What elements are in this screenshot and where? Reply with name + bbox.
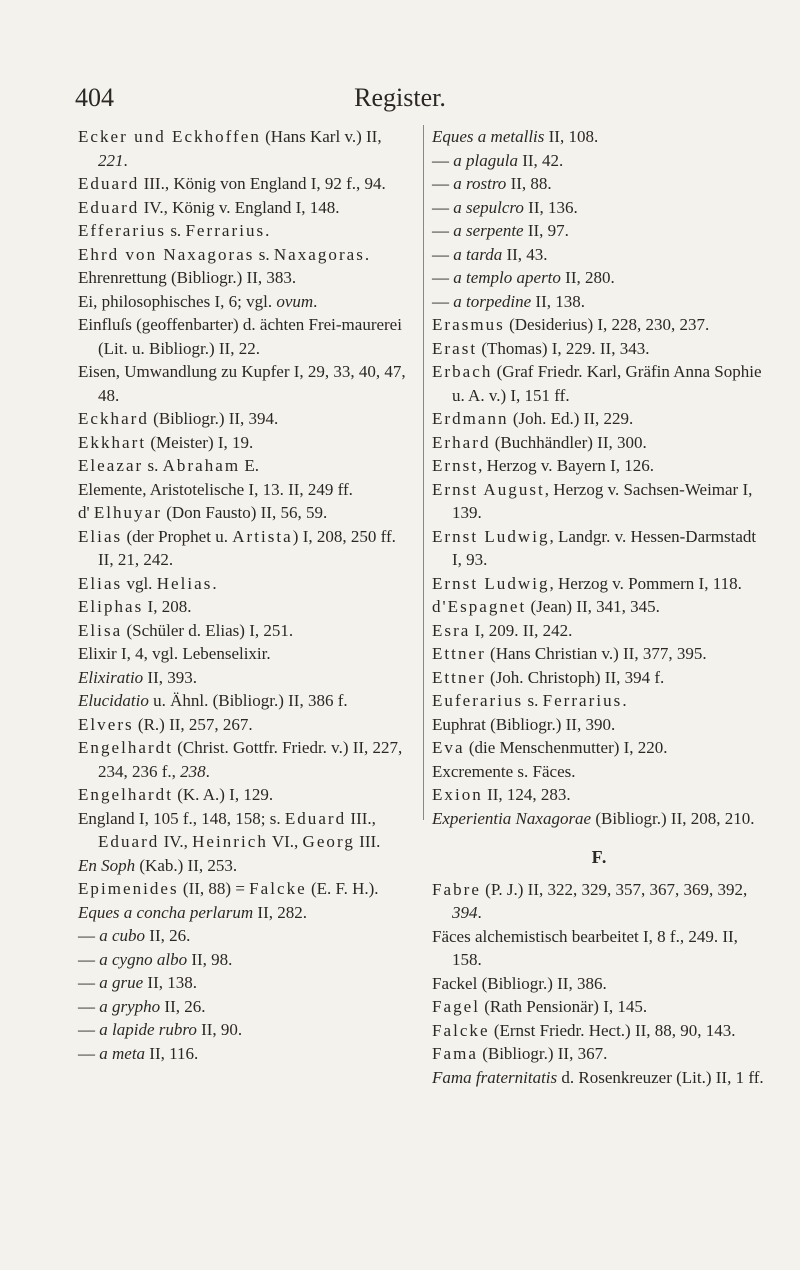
index-entry: Ehrenrettung (Bibliogr.) II, 383. (78, 268, 297, 287)
index-entry: Elemente, Aristotelische I, 13. II, 249 ff. (78, 479, 353, 499)
index-entry: d' Elhuyar (Don Fausto) II, 56, 59. (78, 503, 328, 522)
index-entry: Fama (Bibliogr.) II, 367. (432, 1044, 608, 1063)
left-column (78, 125, 410, 1065)
section-letter-f: F. (591, 847, 608, 867)
index-entry: Ernst August, Herzog v. Sachsen-Weimar I, 139. (432, 479, 753, 522)
index-entry: Eques a concha perlarum II, 282. (78, 902, 307, 922)
index-entry: — a grue II, 138. (78, 973, 197, 992)
index-entry: Ernst Ludwig, Landgr. v. Hessen-Darmstadt I, 93. (432, 526, 757, 569)
index-entry: Erasmus (Desiderius) I, 228, 230, 237. (432, 315, 710, 334)
right-column (432, 125, 767, 1089)
index-entry: Ettner (Joh. Christoph) II, 394 f. (432, 667, 665, 687)
index-entry: Eduard III., König von England I, 92 f., 94. (78, 174, 386, 193)
index-entry: — a meta II, 116. (78, 1043, 199, 1063)
index-entry: — a cygno albo II, 98. (78, 949, 233, 969)
index-entry: Eleazar s. Abraham E. (78, 456, 260, 475)
index-entry: Euphrat (Bibliogr.) II, 390. (432, 714, 616, 734)
index-entry: — a sepulcro II, 136. (432, 197, 578, 217)
index-entry: Fagel (Rath Pensionär) I, 145. (432, 997, 648, 1016)
index-entry: Elixiratio II, 393. (78, 667, 197, 687)
index-entry: Eva (die Menschenmutter) I, 220. (432, 738, 668, 757)
index-entry: Elvers (R.) II, 257, 267. (78, 714, 253, 734)
index-entry: Engelhardt (K. A.) I, 129. (78, 785, 274, 804)
index-entry: — a cubo II, 26. (78, 926, 191, 945)
index-entry: Elias vgl. Helias. (78, 573, 217, 593)
index-entry: Eduard IV., König v. England I, 148. (78, 197, 340, 217)
index-entry: Falcke (Ernst Friedr. Hect.) II, 88, 90, 143. (432, 1020, 736, 1040)
index-entry: Esra I, 209. II, 242. (432, 620, 573, 640)
index-entry: Fäces alchemistisch bearbeitet I, 8 f., 249. II, 158. (432, 926, 738, 969)
index-entry: — a lapide rubro II, 90. (78, 1020, 243, 1039)
index-entry: Erdmann (Joh. Ed.) II, 229. (432, 409, 634, 428)
index-entry: Erast (Thomas) I, 229. II, 343. (432, 338, 650, 358)
index-entry: Ekkhart (Meister) I, 19. (78, 432, 254, 452)
index-entry: Eques a metallis II, 108. (432, 127, 599, 146)
index-entry: Ecker und Eckhoffen (Hans Karl v.) II, 221. (78, 127, 382, 170)
index-entry: Elisa (Schüler d. Elias) I, 251. (78, 620, 294, 640)
index-entry: Excremente s. Fäces. (432, 761, 576, 781)
index-entry: Eliphas I, 208. (78, 597, 192, 616)
index-entry: Eisen, Umwandlung zu Kupfer I, 29, 33, 40, 47, 48. (78, 362, 406, 405)
index-entry: Ei, philosophisches I, 6; vgl. ovum. (78, 291, 318, 311)
index-entry: England I, 105 f., 148, 158; s. Eduard III., Eduard IV., Heinrich VI., Georg III. (78, 808, 381, 851)
page-number: 404 (75, 83, 114, 112)
index-entry: Erhard (Buchhändler) II, 300. (432, 432, 647, 452)
column-divider (423, 125, 424, 820)
index-entry: Elias (der Prophet u. Artista) I, 208, 250 ff. II, 21, 242. (78, 526, 396, 569)
index-entry: d'Espagnet (Jean) II, 341, 345. (432, 597, 660, 616)
index-entry: — a serpente II, 97. (432, 221, 569, 240)
index-entry: Efferarius s. Ferrarius. (78, 221, 270, 240)
index-entry: Ehrd von Naxagoras s. Naxagoras. (78, 244, 370, 264)
index-entry: — a templo aperto II, 280. (432, 268, 615, 287)
index-entry: Fackel (Bibliogr.) II, 386. (432, 973, 607, 993)
index-entry: Erbach (Graf Friedr. Karl, Gräfin Anna Sophie u. A. v.) I, 151 ff. (432, 362, 762, 405)
index-entry: Ernst Ludwig, Herzog v. Pommern I, 118. (432, 573, 742, 593)
page-header (75, 78, 725, 118)
index-entry: — a plagula II, 42. (432, 150, 564, 170)
index-entry: — a torpedine II, 138. (432, 291, 585, 311)
index-entry: Experientia Naxagorae (Bibliogr.) II, 208, 210. (432, 808, 755, 828)
index-entry: Fabre (P. J.) II, 322, 329, 357, 367, 369, 392, 394. (432, 879, 748, 922)
page-title: Register. (354, 83, 446, 112)
index-entry: Epimenides (II, 88) = Falcke (E. F. H.). (78, 879, 379, 898)
index-entry: Ernst, Herzog v. Bayern I, 126. (432, 456, 655, 475)
index-entry: Elucidatio u. Ähnl. (Bibliogr.) II, 386 f. (78, 691, 348, 710)
index-entry: Ettner (Hans Christian v.) II, 377, 395. (432, 644, 707, 663)
index-entry: Engelhardt (Christ. Gottfr. Friedr. v.) II, 227, 234, 236 f., 238. (78, 738, 403, 781)
index-entry: Euferarius s. Ferrarius. (432, 691, 627, 710)
index-entry: Fama fraternitatis d. Rosenkreuzer (Lit.) II, 1 ff. (432, 1067, 764, 1087)
index-entry: Elixir I, 4, vgl. Lebenselixir. (78, 644, 271, 663)
index-entry: Einfluſs (geoffenbarter) d. ächten Frei-maurerei (Lit. u. Bibliogr.) II, 22. (78, 315, 402, 358)
index-entry: — a tarda II, 43. (432, 244, 548, 264)
index-entry: Eckhard (Bibliogr.) II, 394. (78, 409, 279, 428)
index-entry: Exion II, 124, 283. (432, 785, 571, 804)
index-entry: En Soph (Kab.) II, 253. (78, 855, 238, 875)
index-entry: — a grypho II, 26. (78, 996, 206, 1016)
index-entry: — a rostro II, 88. (432, 174, 552, 193)
